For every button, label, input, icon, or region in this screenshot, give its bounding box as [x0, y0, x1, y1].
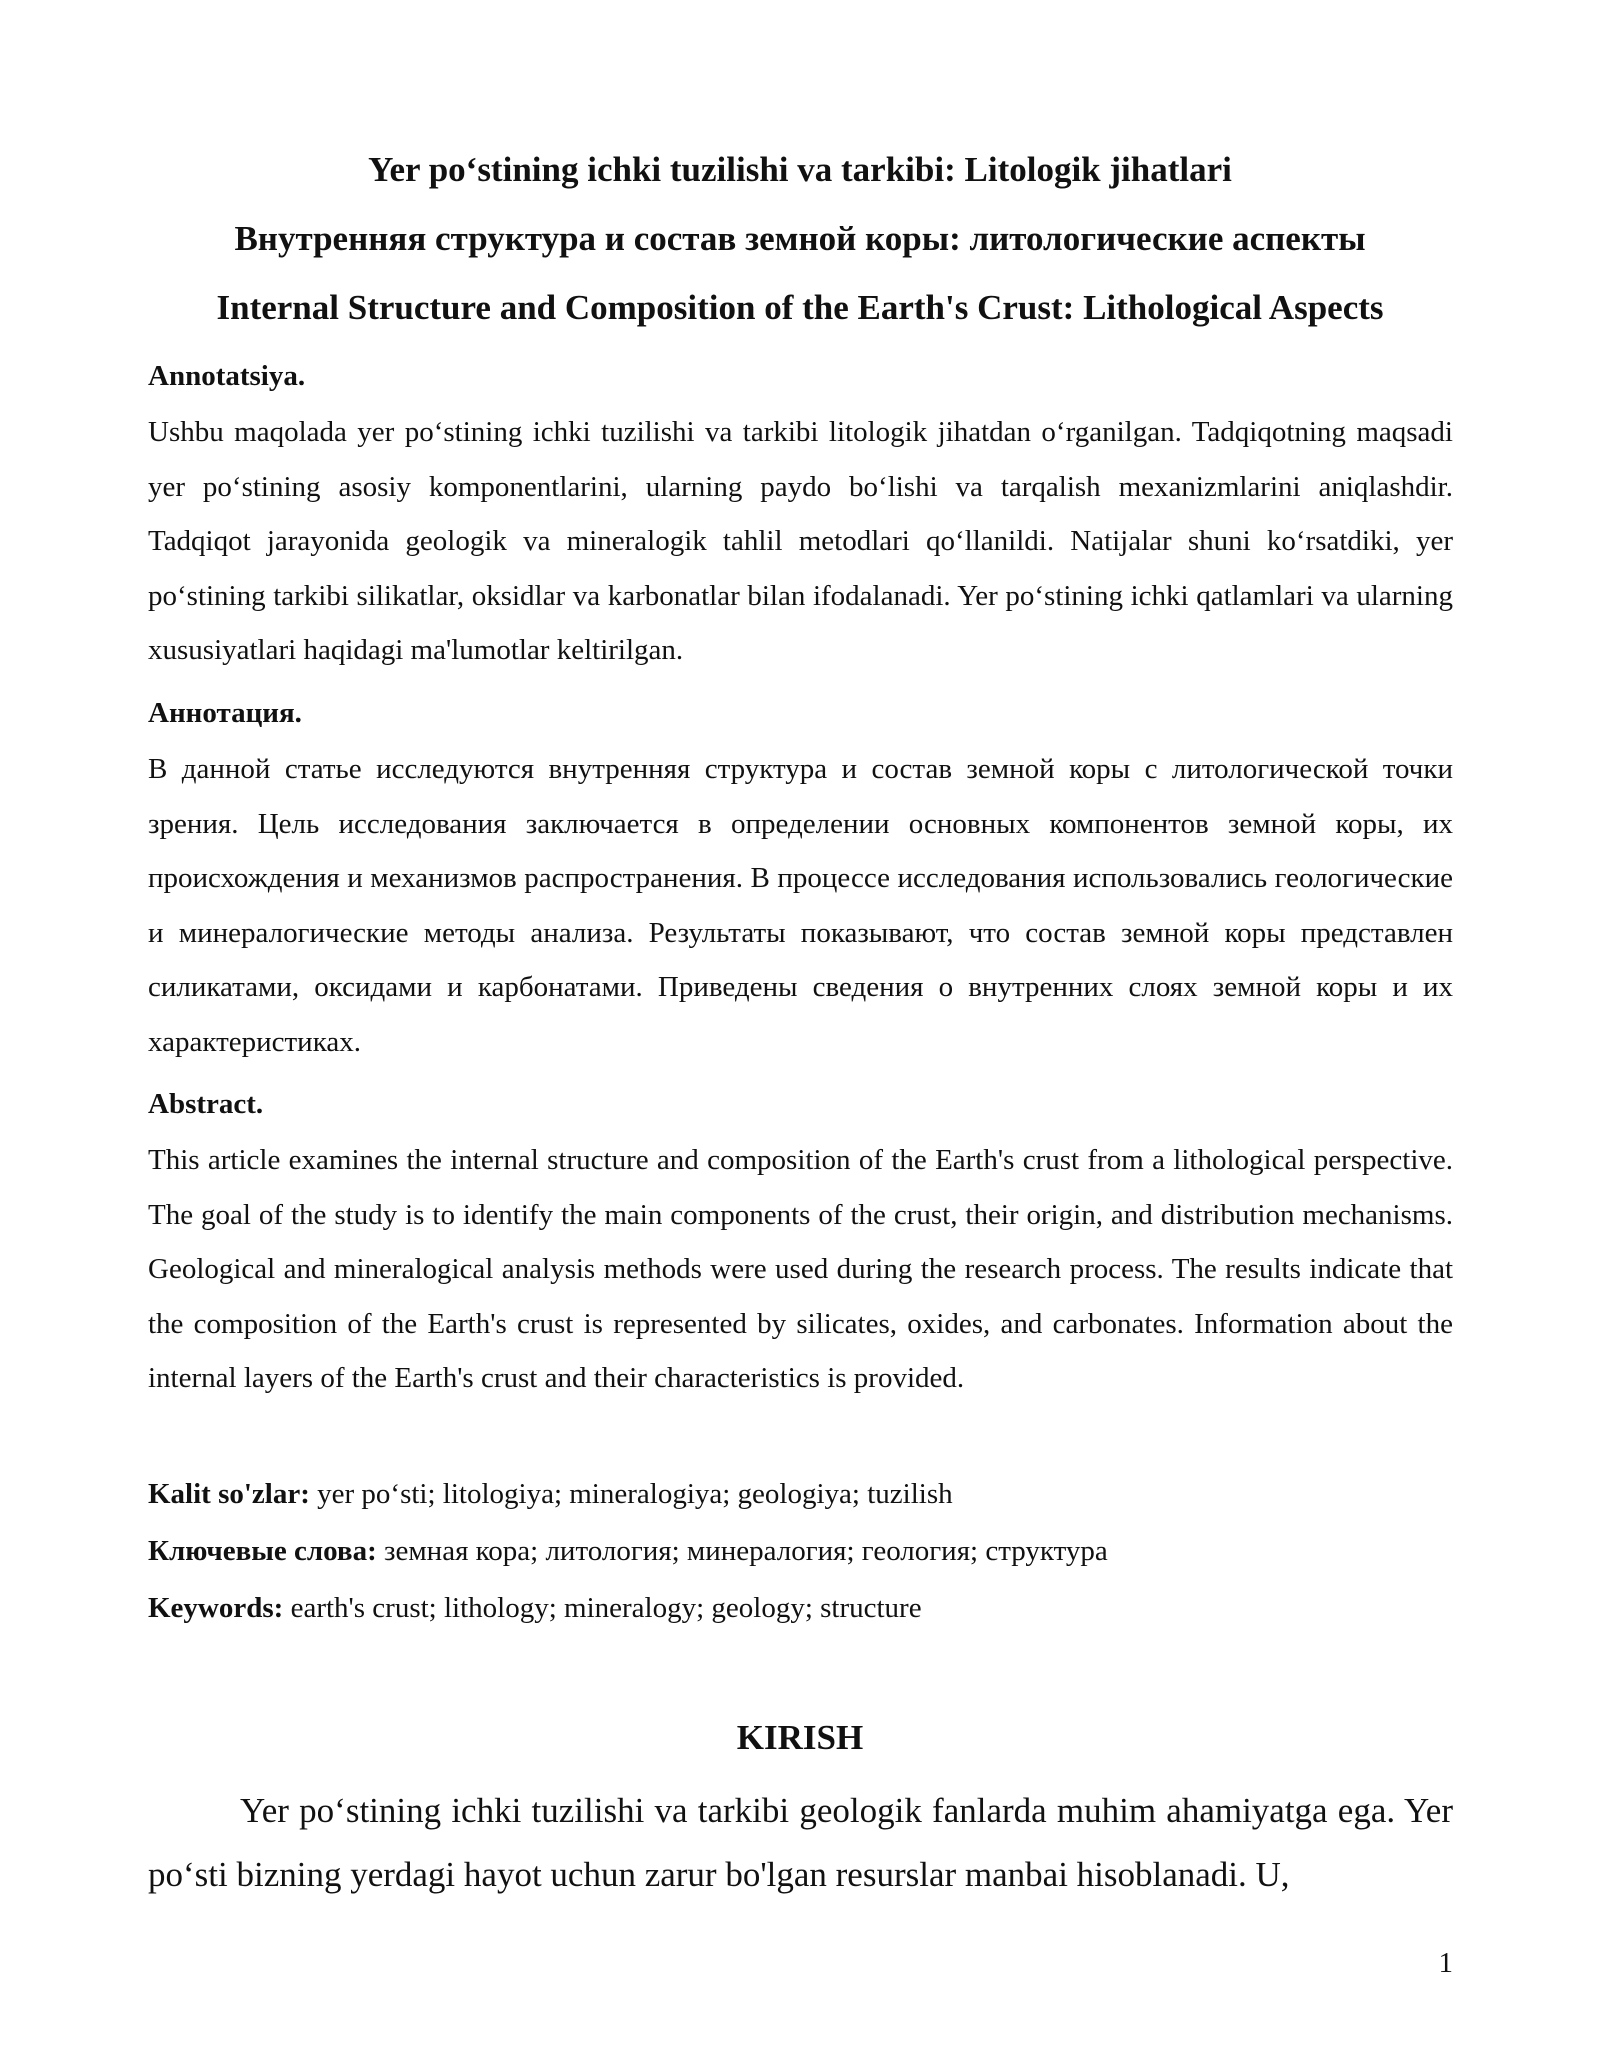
abstract-russian-heading: Аннотация.: [148, 697, 302, 729]
abstract-uzbek-text: Ushbu maqolada yer po‘stining ichki tuzilishi va tarkibi litologik jihatdan o‘rganilgan. Tadqiqotning maqsadi yer po‘stining asosiy komponentlarini, ularning paydo bo‘lishi va tarqalish mexanizmlarini aniqlashdir. Tadqiqot jarayonida geologik va mineralogik tahlil metodlari qo‘llanildi. Natijalar shuni ko‘rsatdiki, yer po‘stining tarkibi silikatlar, oksidlar va karbonatlar bilan ifodalanadi. Yer po‘stining ichki qatlamlari va ularning xususiyatlari haqidagi ma'lumotlar keltirilgan.: [148, 416, 1453, 666]
title-russian: Внутренняя структура и состав земной коры: литологические аспекты: [234, 219, 1366, 258]
title-uzbek: Yer po‘stining ichki tuzilishi va tarkibi: Litologik jihatlari: [368, 150, 1232, 189]
keywords-uzbek-value: yer po‘sti; litologiya; mineralogiya; geologiya; tuzilish: [309, 1478, 953, 1510]
abstract-english-section: [148, 1084, 1453, 1406]
introduction-heading: KIRISH: [736, 1718, 864, 1757]
abstract-russian-text: В данной статье исследуются внутренняя структура и состав земной коры с литологической точки зрения. Цель исследования заключается в определении основных компонентов земной коры, их происхождения и механизмов распространения. В процессе исследования использовались геологические и минералогические методы анализа. Результаты показывают, что состав земной коры представлен силикатами, оксидами и карбонатами. Приведены сведения о внутренних слоях земной коры и их характеристиках.: [148, 753, 1453, 1058]
title-english: Internal Structure and Composition of the Earth's Crust: Lithological Aspects: [216, 288, 1384, 327]
abstract-uzbek-heading: Annotatsiya.: [148, 360, 306, 392]
keywords-english: [148, 1588, 1453, 1628]
abstract-russian-section: [148, 693, 1453, 1069]
abstract-uzbek-section: [148, 356, 1453, 678]
keywords-english-value: earth's crust; lithology; mineralogy; geology; structure: [283, 1592, 922, 1624]
abstract-english-heading: Abstract.: [148, 1088, 264, 1120]
keywords-english-label: Keywords:: [148, 1592, 284, 1624]
abstract-english-text: This article examines the internal structure and composition of the Earth's crust from a lithological perspective. The goal of the study is to identify the main components of the crust, their origin, and distribution mechanisms. Geological and mineralogical analysis methods were used during the research process. The results indicate that the composition of the Earth's crust is represented by silicates, oxides, and carbonates. Information about the internal layers of the Earth's crust and their characteristics is provided.: [148, 1144, 1453, 1394]
keywords-uzbek: [148, 1474, 1453, 1514]
page-number: 1: [1438, 1947, 1453, 1979]
keywords-russian-label: Ключевые слова:: [148, 1535, 377, 1567]
introduction-text: Yer po‘stining ichki tuzilishi va tarkibi geologik fanlarda muhim ahamiyatga ega. Yer po‘sti bizning yerdagi hayot uchun zarur bo'lgan resurslar manbai hisoblanadi. U,: [148, 1791, 1453, 1894]
keywords-uzbek-label: Kalit so'zlar:: [148, 1478, 310, 1510]
keywords-russian: [148, 1531, 1453, 1571]
keywords-russian-value: земная кора; литология; минералогия; геология; структура: [376, 1535, 1108, 1567]
